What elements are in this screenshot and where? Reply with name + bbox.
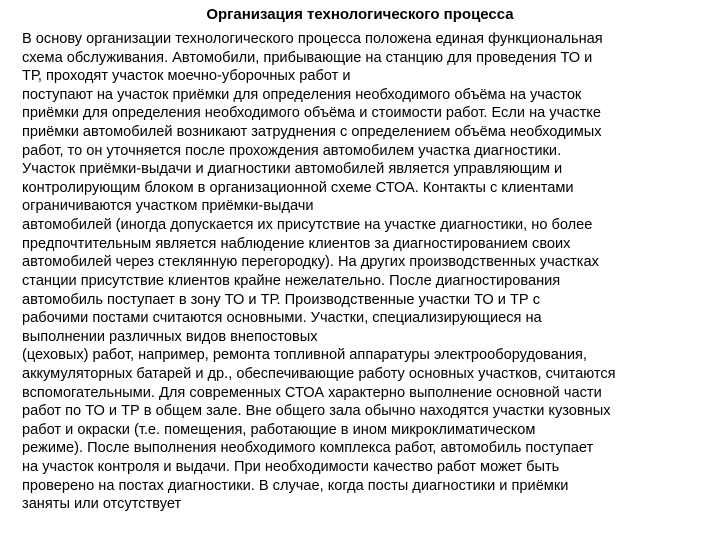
text-line: режиме). После выполнения необходимого комплекса работ, автомобиль поступает xyxy=(22,440,594,457)
text-line: работ по ТО и ТР в общем зале. Вне общего зала обычно находятся участки кузовных xyxy=(22,403,611,420)
text-line: ограничиваются участком приёмки-выдачи xyxy=(22,198,314,215)
text-line: (цеховых) работ, например, ремонта топливной аппаратуры электрооборудования, xyxy=(22,347,587,364)
text-line: схема обслуживания. Автомобили, прибывающие на станцию для проведения ТО и xyxy=(22,49,593,66)
text-line: Участок приёмки-выдачи и диагностики автомобилей является управляющим и xyxy=(22,161,563,178)
page-title: Организация технологического процесса xyxy=(206,6,514,23)
text-line: рабочими постами считаются основными. Участки, специализирующиеся на xyxy=(22,310,542,327)
body-text xyxy=(22,30,712,514)
text-line: автомобилей (иногда допускается их присутствие на участке диагностики, но более xyxy=(22,217,593,234)
text-line: работ и окраски (т.е. помещения, работающие в ином микроклиматическом xyxy=(22,421,536,438)
text-line: приёмки для определения необходимого объёма и стоимости работ. Если на участке xyxy=(22,105,601,122)
text-line: заняты или отсутствует xyxy=(22,496,182,513)
text-line: станции присутствие клиентов крайне нежелательно. После диагностирования xyxy=(22,272,561,289)
text-line: ТР, проходят участок моечно-уборочных работ и xyxy=(22,68,351,85)
text-line: предпочтительным является наблюдение клиентов за диагностированием своих xyxy=(22,235,571,252)
text-line: автомобиль поступает в зону ТО и ТР. Производственные участки ТО и ТР с xyxy=(22,291,540,308)
text-line: проверено на постах диагностики. В случае, когда посты диагностики и приёмки xyxy=(22,477,569,494)
text-line: аккумуляторных батарей и др., обеспечивающие работу основных участков, считаются xyxy=(22,365,616,382)
text-line: приёмки автомобилей возникают затруднения с определением объёма необходимых xyxy=(22,124,602,141)
text-line: выполнении различных видов внепостовых xyxy=(22,328,318,345)
text-line: вспомогательными. Для современных СТОА характерно выполнение основной части xyxy=(22,384,602,401)
text-line: контролирующим блоком в организационной схеме СТОА. Контакты с клиентами xyxy=(22,179,574,196)
text-line: автомобилей через стеклянную перегородку). На других производственных участках xyxy=(22,254,599,271)
text-line: В основу организации технологического процесса положена единая функциональная xyxy=(22,31,603,47)
text-line: поступают на участок приёмки для определения необходимого объёма на участок xyxy=(22,86,582,103)
text-line: работ, то он уточняется после прохождения автомобилем участка диагностики. xyxy=(22,142,562,159)
text-line: на участок контроля и выдачи. При необходимости качество работ может быть xyxy=(22,459,560,476)
